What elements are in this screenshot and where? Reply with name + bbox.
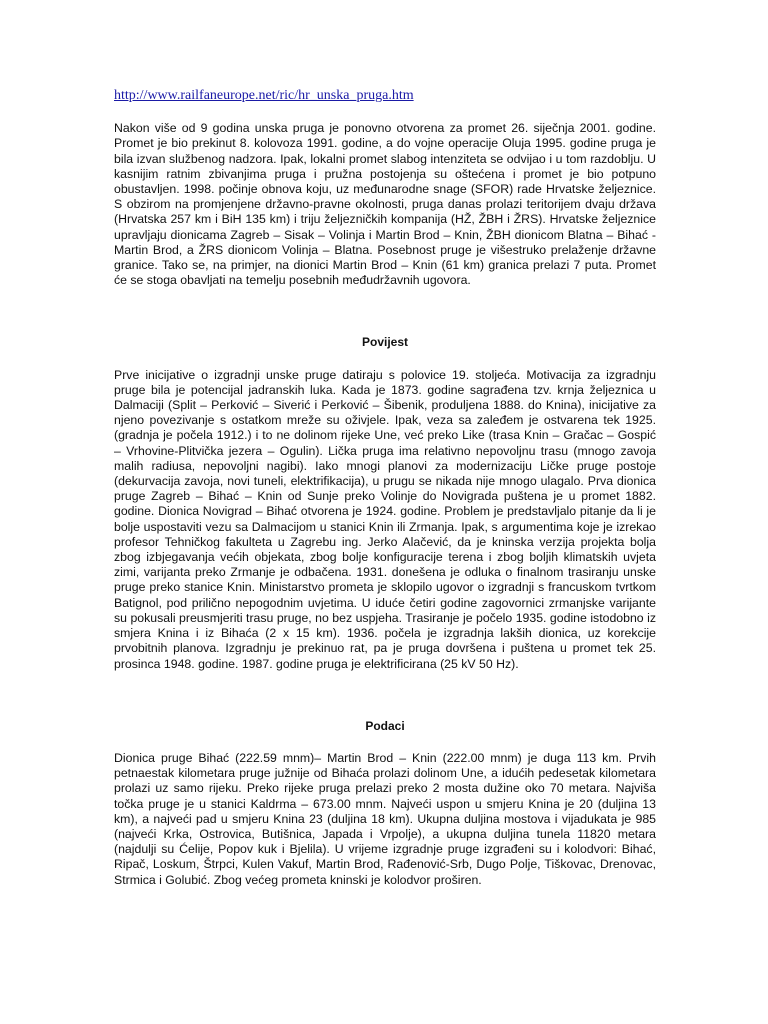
- source-link[interactable]: http://www.railfaneurope.net/ric/hr_unska_pruga.htm: [114, 88, 414, 103]
- section-heading-podaci: Podaci: [365, 718, 405, 733]
- intro-paragraph: Nakon više od 9 godina unska pruga je ponovno otvorena za promet 26. siječnja 2001. godine. Promet je bio prekinut 8. kolovoza 1991. godine, a do vojne operacije Oluja 1995. godine pruga je bila izvan službenog nadzora. Ipak, lokalni promet slabog intenziteta se odvijao i u tom razdoblju. U kasnijim ratnim zbivanjima pruga i pružna postojenja su oštećena i promet je bio potpuno obustavljen. 1998. počinje obnova koju, uz međunarodne snage (SFOR) rade Hrvatske željeznice. S obzirom na promjenjene državno-pravne okolnosti, pruga danas prolazi teritorijem dvaju država (Hrvatska 257 km i BiH 135 km) i triju željezničkih kompanija (HŽ, ŽBH i ŽRS). Hrvatske željeznice upravljaju dionicama Zagreb – Sisak – Volinja i Martin Brod – Knin, ŽBH dionicom Blatna – Bihać - Martin Brod, a ŽRS dionicom Volinja – Blatna. Posebnost pruge je višestruko prelaženje državne granice. Tako se, na primjer, na dionici Martin Brod – Knin (61 km) granica prelazi 7 puta. Promet će se stoga obavljati na temelju posebnih međudržavnih ugovora.: [114, 121, 656, 288]
- section-text-povijest: Prve inicijative o izgradnji unske pruge datiraju s polovice 19. stoljeća. Motivacija za izgradnju pruge bila je potencijal jadranskih luka. Kada je 1873. godine sagrađena tzv. krnja željeznica u Dalmaciji (Split – Perković – Siverić i Perković – Šibenik, produljena 1888. do Knina), inicijative za njeno povezivanje s ostatkom mreže su oživjele. Ipak, veza sa zaleđem je ostvarena tek 1925. (gradnja je počela 1912.) i to ne dolinom rijeke Une, već preko Like (trasa Knin – Gračac – Gospić – Vrhovine-Plitvička jezera – Ogulin). Lička pruga ima relativno nepovoljnu trasu (mnogo zavoja malih radiusa, nepovoljni nagibi). Iako mnogi planovi za modernizaciju Ličke pruge postoje (dekurvacija zavoja, novi tuneli, elektrifikacija), u prugu se nikada nije mnogo ulagalo. Prva dionica pruge Zagreb – Bihać – Knin od Sunje preko Volinje do Novigrada puštena je u promet 1882. godine. Dionica Novigrad – Bihać otvorena je 1924. godine. Problem je predstavljalo pitanje da li je bolje uspostaviti vezu sa Dalmacijom u stanici Knin ili Zrmanja. Ipak, s argumentima koje je izrekao profesor Tehničkog fakulteta u Zagrebu ing. Jerko Alačević, da je kninska verzija projekta bolja zbog izbjegavanja većih objekata, zbog bolje konfiguracije terena i zbog boljih klimatskih uvjeta zimi, varijanta preko Zrmanje je odbačena. 1931. donešena je odluka o finalnom trasiranju unske pruge preko stanice Knin. Ministarstvo prometa je sklopilo ugovor o izgradnji s francuskom tvrtkom Batignol, pod prilično nepogodnim uvjetima. U idućе četiri godine zagovornici zrmanjske varijante su pokusali preusmjeriti trasu pruge, no bez uspjeha. Trasiranje je počelo 1935. godine istodobno iz smjera Knina i iz Bihaća (2 x 15 km). 1936. počela je izgradnja lakših dionica, uz korekcije prvobitnih planova. Izgradnju je prekinuo rat, pa je pruga dovršena i puštena u promet tek 25. prosinca 1948. godine. 1987. godine pruga je elektrificirana (25 kV 50 Hz).: [114, 367, 656, 671]
- section-text-podaci: Dionica pruge Bihać (222.59 mnm)– Martin Brod – Knin (222.00 mnm) je duga 113 km. Prvih petnaestak kilometara pruge južnije od Bihaća prolazi dolinom Une, a idućih pedesetak kilometara prolazi uz samo rijeku. Preko rijeke pruga prelazi preko 2 mosta dužine oko 70 metara. Najviša točka pruge je u stanici Kaldrma – 673.00 mnm. Najveći uspon u smjeru Knina je 20 (duljina 13 km), a najveći pad u smjeru Knina 23 (duljina 18 km). Ukupna duljina mostova i vijadukata je 985 (najveći Krka, Ostrovica, Butišnica, Japada i Vrpolje), a ukupna duljina tunela 11820 metara (najdulji su Ćelije, Popov kuk i Bjelila). U vrijeme izgradnje pruge izgrađeni su i kolodvori: Bihać, Ripač, Loskum, Štrpci, Kulen Vakuf, Martin Brod, Rađenović-Srb, Dugo Polje, Tiškovac, Drenovac, Strmica i Golubić. Zbog većeg prometa kninski je kolodvor proširen.: [114, 750, 656, 887]
- section-heading-povijest: Povijest: [361, 335, 409, 350]
- document-page: [114, 88, 656, 888]
